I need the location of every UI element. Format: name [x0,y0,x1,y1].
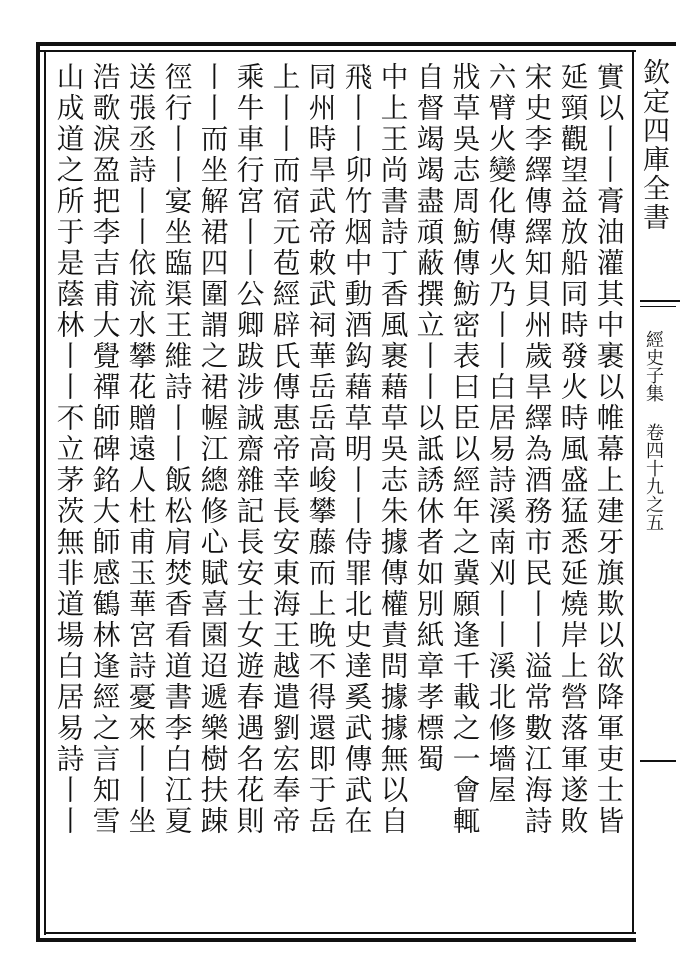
frame-bottom-border [36,938,636,942]
text-column: 徑行丨丨宴坐臨渠王維詩丨丨飯松肩焚香看道書李白江夏 [159,62,193,837]
gutter-bottom-mark [640,760,676,762]
text-column: 送張丞詩丨丨依流水攀花贈遠人杜甫玉華宮詩憂來丨丨坐 [123,62,157,837]
text-column: 上丨丨而宿元苞經辟氏傳惠帝幸長安東海王越遣劉宏奉帝 [267,62,301,837]
text-column: 宋史李繹傳繹知貝州歲旱繹為酒務市民丨丨溢常數江海詩 [519,62,553,837]
frame-bottom-inner-border [44,932,636,934]
text-column: 自督竭竭盡頑蔽撰立丨丨以詆誘休者如別紙章孝標蜀 [411,62,445,775]
text-column: 飛丨丨卯竹烟中動酒鈎藉草明丨丨侍罪北史達奚武傳武在 [339,62,373,837]
text-column: 延頸觀望益放船同時發火時風盛猛悉延燒岸上營落軍遂敗 [555,62,589,837]
frame-left-inner-border [44,50,46,935]
text-column: 同州時旱武帝敕武祠華岳岳高峻攀藤而上晚不得還即于岳 [303,62,337,837]
gutter-fish-tail-line [640,300,680,302]
frame-top-border [36,42,676,46]
text-column: 山成道之所于是蔭林丨丨不立茅茨無非道場白居易詩丨丨 [51,62,85,837]
text-column: 浩歌淚盈把李吉甫大覺禪師碑銘大師感鶴林逢經之言知雪 [87,62,121,837]
text-column: 戕草吳志周魴傳魴密表曰臣以經年之冀願逢千載之一會輒 [447,62,481,837]
text-column: 乘牛車行宮丨丨公卿跋涉誠齋雜記長安士女遊春遇名花則 [231,62,265,837]
frame-left-border [36,42,40,942]
text-column: 丨丨而坐解裙四圍謂之裙幄江總修心賦喜園迢遞樂樹扶踈 [195,62,229,837]
text-column: 六臂火變化傳火乃丨丨白居易詩溪南刈丨丨溪北修墻屋 [483,62,517,806]
text-column: 實以丨丨膏油灌其中裹以帷幕上建牙旗欺以欲降軍吏士皆 [591,62,625,837]
gutter-fish-tail-line-2 [640,306,676,307]
frame-top-inner-border [36,50,636,52]
volume-label: 經史子集 卷四十九之五 [643,330,664,531]
text-column: 中上王尚書詩丁香風裹藉草吳志朱據傳權責問據據無以自 [375,62,409,837]
book-title: 欽定四庫全書 [638,58,669,232]
